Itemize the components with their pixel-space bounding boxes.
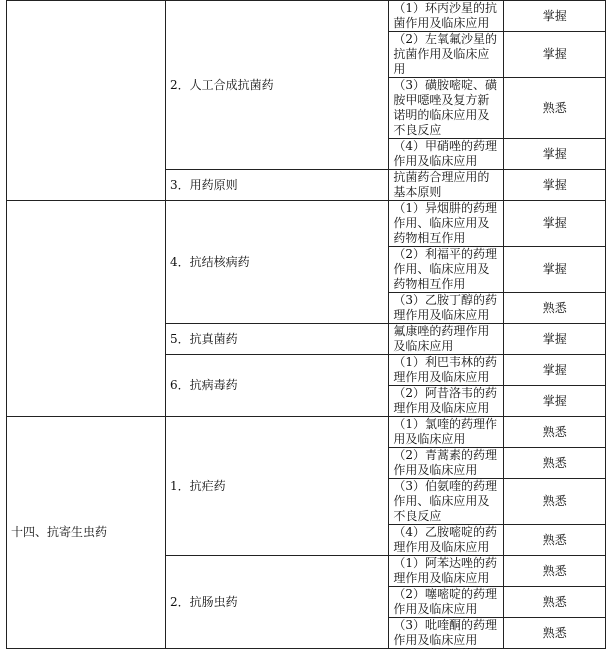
level-cell: 熟悉 [504, 293, 606, 324]
topic-cell: 4．抗结核病药 [166, 201, 389, 324]
level-cell: 掌握 [504, 386, 606, 417]
level-cell: 掌握 [504, 1, 606, 32]
requirement-cell: （2）阿昔洛韦的药理作用及临床应用 [389, 386, 504, 417]
level-cell: 熟悉 [504, 556, 606, 587]
level-cell: 掌握 [504, 201, 606, 247]
level-cell: 熟悉 [504, 417, 606, 448]
requirement-cell: （1）阿苯达唑的药理作用及临床应用 [389, 556, 504, 587]
topic-cell: 6．抗病毒药 [166, 355, 389, 417]
requirement-cell: 抗菌药合理应用的基本原则 [389, 170, 504, 201]
unit-cell [7, 1, 166, 201]
table-row [7, 417, 606, 448]
requirement-cell: （2）左氧氟沙星的抗菌作用及临床应用 [389, 32, 504, 78]
syllabus-table-body [7, 1, 606, 649]
requirement-cell: （1）环丙沙星的抗菌作用及临床应用 [389, 1, 504, 32]
requirement-cell: （1）利巴韦林的药理作用及临床应用 [389, 355, 504, 386]
requirement-cell: （1）异烟肼的药理作用、临床应用及药物相互作用 [389, 201, 504, 247]
level-cell: 熟悉 [504, 618, 606, 649]
requirement-cell: （3）磺胺嘧啶、磺胺甲噁唑及复方新诺明的临床应用及不良反应 [389, 78, 504, 139]
level-cell: 掌握 [504, 139, 606, 170]
level-cell: 熟悉 [504, 587, 606, 618]
requirement-cell: （2）利福平的药理作用、临床应用及药物相互作用 [389, 247, 504, 293]
level-cell: 掌握 [504, 324, 606, 355]
table-row [7, 1, 606, 32]
level-cell: 熟悉 [504, 479, 606, 525]
requirement-cell: （4）甲硝唑的药理作用及临床应用 [389, 139, 504, 170]
unit-cell: 十四、抗寄生虫药 [7, 417, 166, 649]
topic-cell: 1．抗疟药 [166, 417, 389, 556]
requirement-cell: （3）吡喹酮的药理作用及临床应用 [389, 618, 504, 649]
level-cell: 熟悉 [504, 448, 606, 479]
level-cell: 掌握 [504, 170, 606, 201]
requirement-cell: 氟康唑的药理作用及临床应用 [389, 324, 504, 355]
topic-cell: 2．抗肠虫药 [166, 556, 389, 649]
level-cell: 掌握 [504, 32, 606, 78]
level-cell: 掌握 [504, 355, 606, 386]
syllabus-table [6, 0, 606, 649]
requirement-cell: （3）伯氨喹的药理作用、临床应用及不良反应 [389, 479, 504, 525]
level-cell: 掌握 [504, 247, 606, 293]
topic-cell: 2．人工合成抗菌药 [166, 1, 389, 170]
topic-cell: 3．用药原则 [166, 170, 389, 201]
topic-cell: 5．抗真菌药 [166, 324, 389, 355]
requirement-cell: （4）乙胺嘧啶的药理作用及临床应用 [389, 525, 504, 556]
requirement-cell: （2）青蒿素的药理作用及临床应用 [389, 448, 504, 479]
requirement-cell: （3）乙胺丁醇的药理作用及临床应用 [389, 293, 504, 324]
level-cell: 熟悉 [504, 78, 606, 139]
requirement-cell: （2）噻嘧啶的药理作用及临床应用 [389, 587, 504, 618]
level-cell: 熟悉 [504, 525, 606, 556]
unit-cell [7, 201, 166, 417]
table-row [7, 201, 606, 247]
requirement-cell: （1）氯喹的药理作用及临床应用 [389, 417, 504, 448]
